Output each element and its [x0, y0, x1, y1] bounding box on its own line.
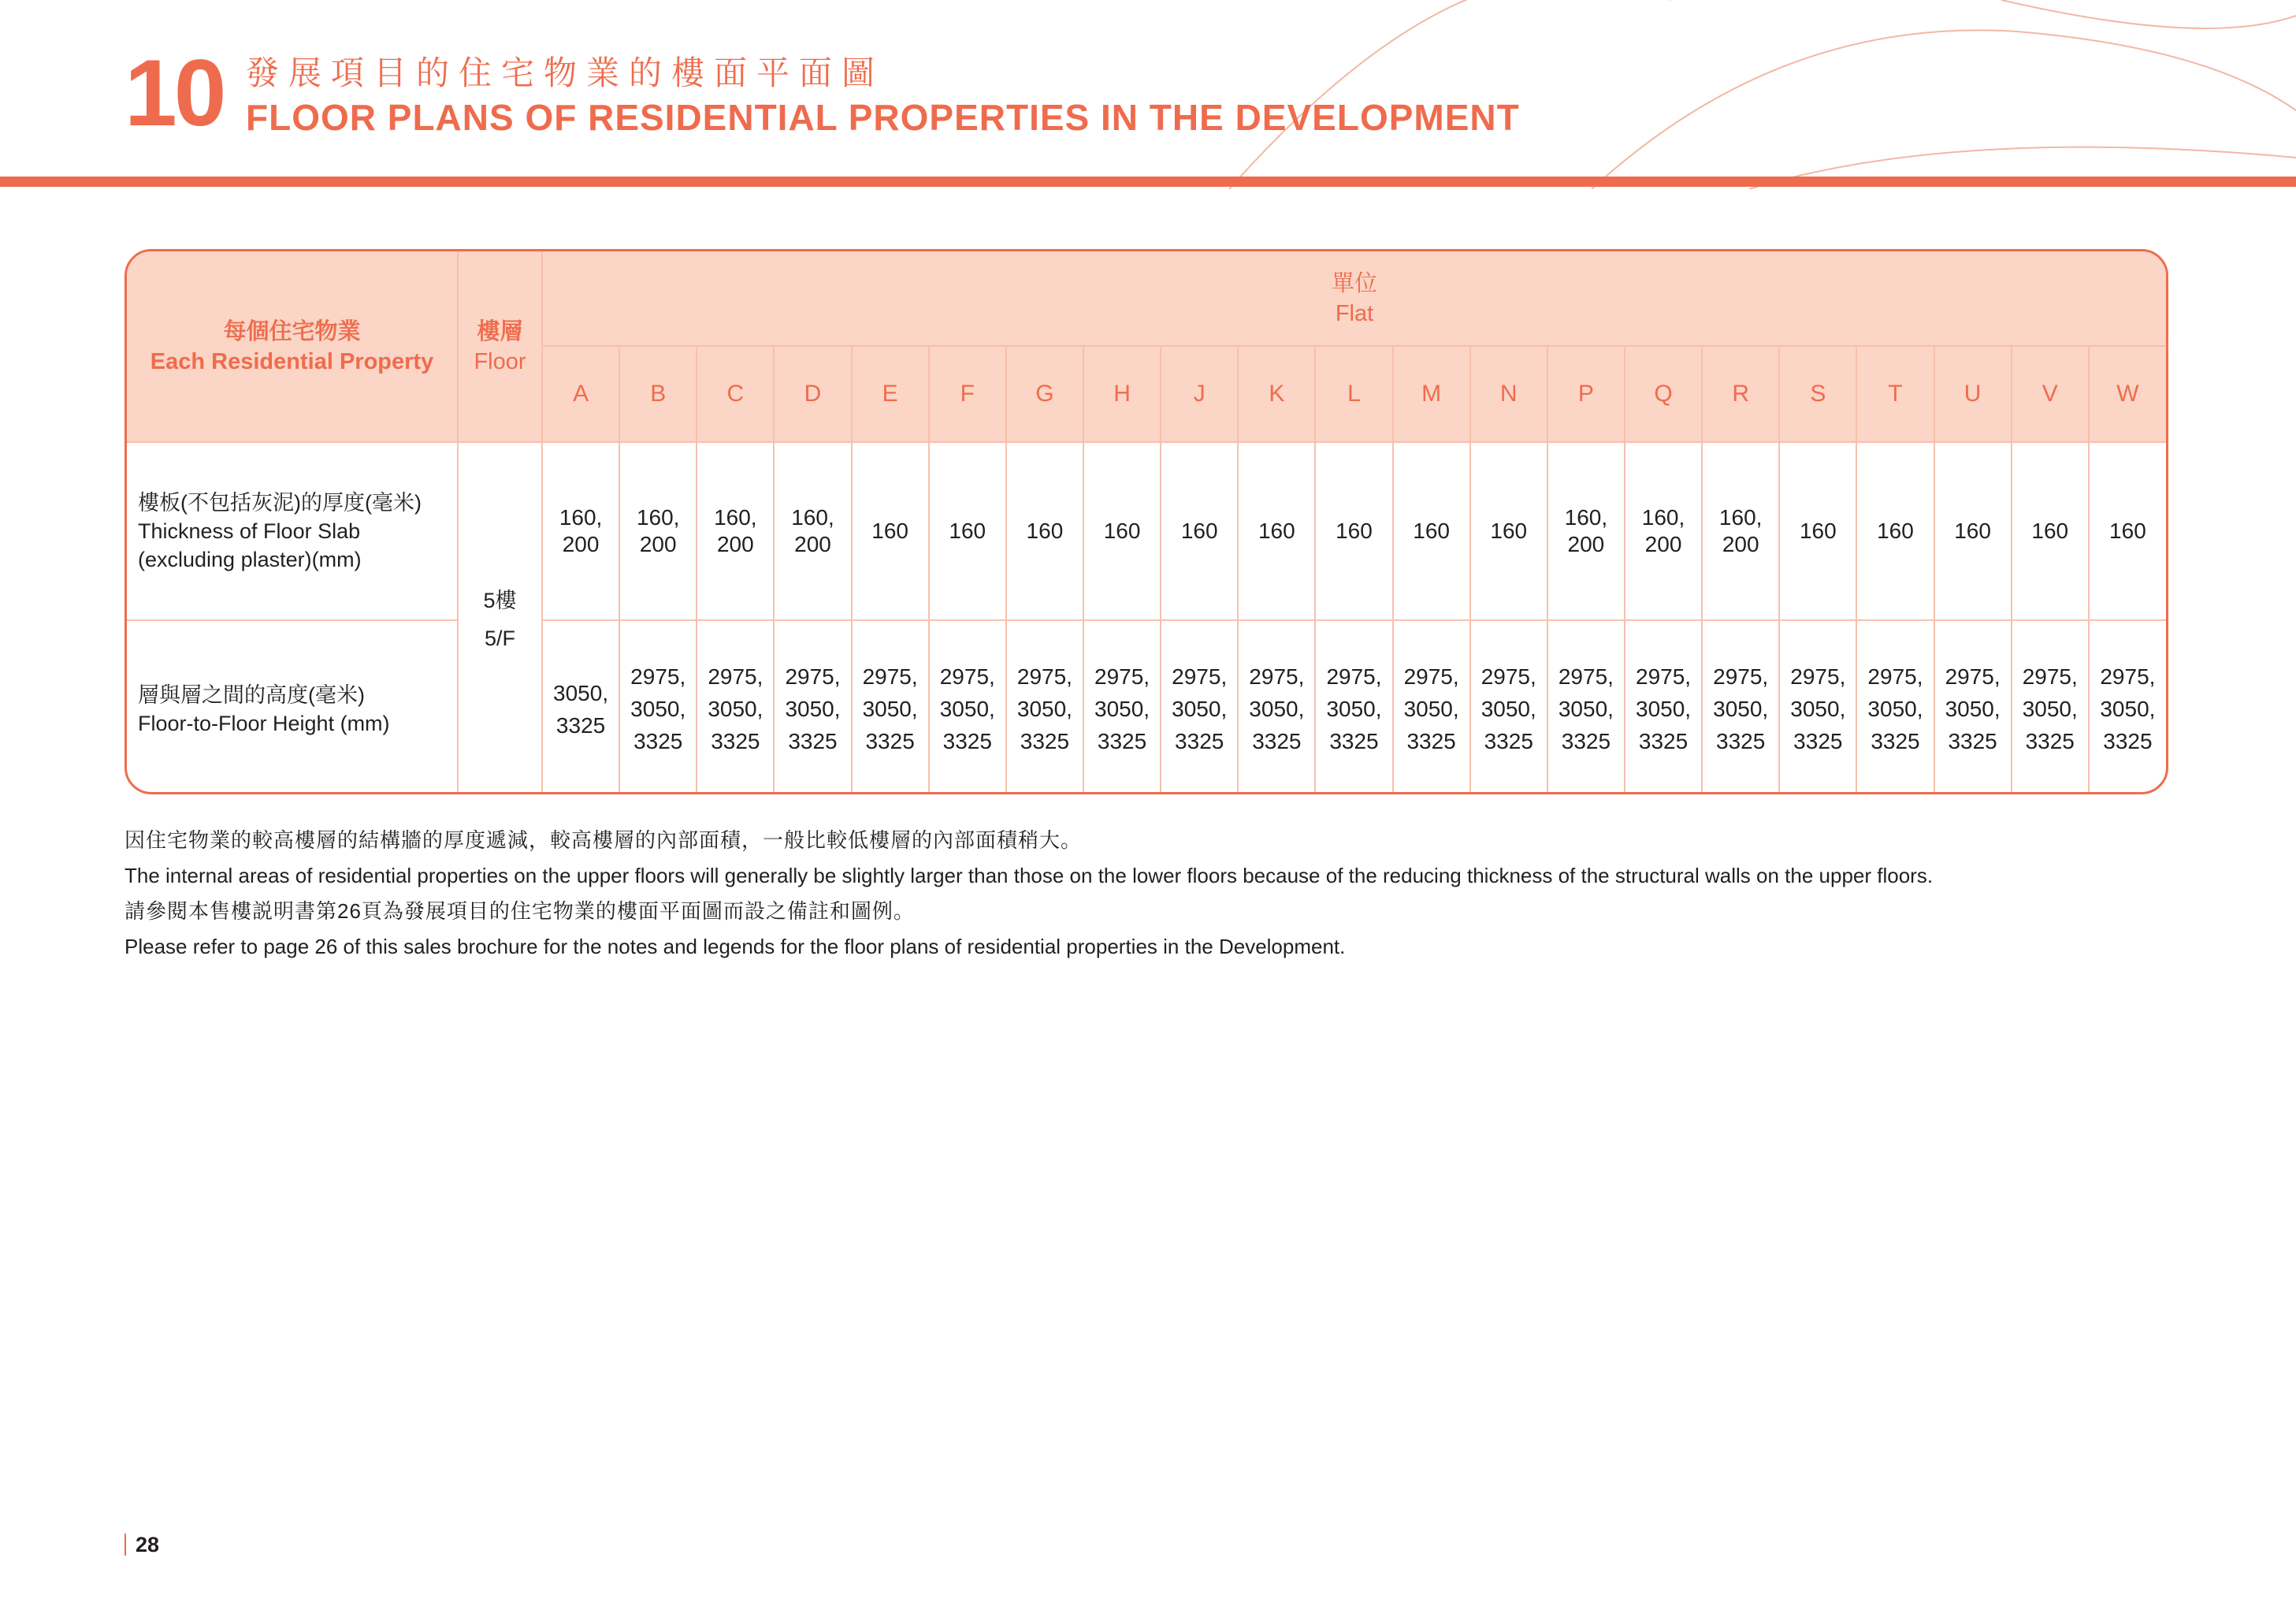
flat-header-s: S [1779, 346, 1856, 442]
cell-value: 200 [794, 532, 831, 556]
floor-height-cell-t [1856, 620, 1934, 794]
property-header-en: Each Residential Property [150, 348, 434, 374]
footnotes [124, 823, 2252, 965]
cell-value: 3050, [1713, 697, 1769, 721]
cell-value: 160, [791, 505, 834, 530]
row-label-slab-thickness [127, 442, 458, 620]
flat-header-k: K [1238, 346, 1315, 442]
section-title-chinese: 發展項目的住宅物業的樓面平面圖 [246, 54, 885, 91]
note-structural-walls-zh: 因住宅物業的較高樓層的結構牆的厚度遞減，較高樓層的內部面積，一般比較低樓層的內部面積稍大。 [124, 828, 1083, 852]
floor-height-cell-w [2089, 620, 2166, 794]
flat-header-u: U [1934, 346, 2012, 442]
floor-height-cell-u [1934, 620, 2012, 794]
property-column-header [127, 251, 458, 442]
floor-height-cell-m [1393, 620, 1470, 794]
cell-value: 3325 [788, 729, 838, 753]
property-header-zh: 每個住宅物業 [223, 318, 361, 344]
floor-height-cell-q [1625, 620, 1702, 794]
cell-value: 2975, [1945, 664, 2001, 689]
cell-value: 3050, [708, 697, 763, 721]
cell-value: 3325 [2025, 729, 2075, 753]
slab-thickness-cell-n [1470, 442, 1547, 620]
cell-value: 160 [1258, 519, 1295, 543]
floor-height-cell-d [774, 620, 851, 794]
slab-thickness-cell-d [774, 442, 851, 620]
cell-value: 3325 [1175, 729, 1224, 753]
slab-thickness-cell-p [1547, 442, 1625, 620]
slab-thickness-cell-j [1161, 442, 1238, 620]
cell-value: 2975, [1713, 664, 1769, 689]
cell-value: 160 [949, 519, 986, 543]
cell-value: 160, [1641, 505, 1685, 530]
floor-height-cell-n [1470, 620, 1547, 794]
flat-header-zh: 單位 [1331, 270, 1377, 296]
cell-value: 2975, [1249, 664, 1305, 689]
slab-thickness-cell-b [619, 442, 697, 620]
cell-value: 3325 [555, 712, 606, 738]
slab-thickness-cell-r [1702, 442, 1779, 620]
cell-value: 3050, [1249, 697, 1305, 721]
floor-header-zh: 樓層 [477, 318, 523, 344]
floor-height-cell-v [2012, 620, 2089, 794]
floor-height-cell-k [1238, 620, 1315, 794]
floor-height-cell-l [1315, 620, 1392, 794]
cell-value: 3050, [553, 680, 609, 705]
slab-thickness-cell-h [1083, 442, 1161, 620]
cell-value: 160, [559, 505, 603, 530]
slab-label-zh: 樓板(不包括灰泥)的厚度(毫米) [138, 491, 422, 515]
slab-thickness-cell-m [1393, 442, 1470, 620]
flat-header-q: Q [1625, 346, 1702, 442]
floor-header-en: Floor [474, 348, 526, 374]
cell-value: 2975, [1172, 664, 1228, 689]
slab-thickness-cell-k [1238, 442, 1315, 620]
cell-value: 3050, [630, 697, 686, 721]
slab-thickness-cell-g [1006, 442, 1083, 620]
cell-value: 160, [636, 505, 680, 530]
slab-thickness-cell-l [1315, 442, 1392, 620]
cell-value: 3325 [942, 729, 992, 753]
cell-value: 3325 [1020, 729, 1070, 753]
cell-value: 3325 [1793, 729, 1843, 753]
flat-header-h: H [1083, 346, 1161, 442]
cell-value: 3050, [2022, 697, 2078, 721]
cell-value: 160 [1799, 519, 1837, 543]
slab-thickness-cell-e [852, 442, 929, 620]
cell-value: 3325 [865, 729, 915, 753]
cell-value: 160 [1954, 519, 1991, 543]
cell-value: 2975, [785, 664, 841, 689]
slab-thickness-cell-f [929, 442, 1006, 620]
cell-value: 200 [1644, 532, 1682, 556]
cell-value: 3050, [1094, 697, 1150, 721]
cell-value: 2975, [630, 664, 686, 689]
cell-value: 3050, [1945, 697, 2001, 721]
cell-value: 3050, [862, 697, 918, 721]
cell-value: 3050, [1403, 697, 1459, 721]
cell-value: 2975, [1326, 664, 1382, 689]
header-rule [0, 177, 2296, 187]
cell-value: 3050, [1016, 697, 1072, 721]
cell-value: 3050, [939, 697, 995, 721]
cell-value: 2975, [1094, 664, 1150, 689]
floor-height-cell-e [852, 620, 929, 794]
floor-height-cell-b [619, 620, 697, 794]
cell-value: 2975, [939, 664, 995, 689]
slab-thickness-cell-a [542, 442, 619, 620]
cell-value: 2975, [1481, 664, 1536, 689]
floor-height-cell-f [929, 620, 1006, 794]
cell-value: 3050, [785, 697, 841, 721]
cell-value: 160 [2109, 519, 2146, 543]
note-structural-walls-en: The internal areas of residential properties on the upper floors will generally be slightly larger than those on the lower floors because of the reducing thickness of the structural walls on the upper floors. [124, 864, 1934, 887]
cell-value: 3325 [711, 729, 760, 753]
cell-value: 3050, [1326, 697, 1382, 721]
floor-value-cell [458, 442, 542, 794]
note-refer-page-zh: 請參閱本售樓説明書第26頁為發展項目的住宅物業的樓面平面圖而設之備註和圖例。 [124, 899, 915, 923]
flat-header-e: E [852, 346, 929, 442]
cell-value: 3325 [1561, 729, 1611, 753]
cell-value: 3050, [1481, 697, 1536, 721]
cell-value: 200 [1567, 532, 1605, 556]
flat-header-w: W [2089, 346, 2166, 442]
cell-value: 160 [1877, 519, 1914, 543]
slab-label-en-1: Thickness of Floor Slab [138, 519, 361, 543]
flat-header-f: F [929, 346, 1006, 442]
cell-value: 3325 [2103, 729, 2153, 753]
floor-column-header [458, 251, 542, 442]
flat-header-v: V [2012, 346, 2089, 442]
cell-value: 2975, [1558, 664, 1614, 689]
slab-thickness-cell-w [2089, 442, 2166, 620]
flat-header-a: A [542, 346, 619, 442]
cell-value: 3325 [1638, 729, 1689, 753]
cell-value: 3050, [1172, 697, 1228, 721]
cell-value: 2975, [1403, 664, 1459, 689]
slab-thickness-cell-u [1934, 442, 2012, 620]
flat-group-header [542, 251, 2166, 346]
cell-value: 160 [871, 519, 908, 543]
floor-height-cell-h [1083, 620, 1161, 794]
cell-value: 3050, [1790, 697, 1846, 721]
decorative-arcs [1182, 0, 2296, 189]
cell-value: 200 [639, 532, 677, 556]
note-refer-page-en: Please refer to page 26 of this sales brochure for the notes and legends for the floor plans of residential properties in the Development. [124, 935, 1346, 958]
height-label-zh: 層與層之間的高度(毫米) [138, 682, 365, 707]
cell-value: 160, [1718, 505, 1763, 530]
cell-value: 160 [1026, 519, 1064, 543]
cell-value: 3325 [1406, 729, 1456, 753]
cell-value: 2975, [1016, 664, 1072, 689]
flat-header-r: R [1702, 346, 1779, 442]
cell-value: 3325 [1097, 729, 1147, 753]
cell-value: 3325 [633, 729, 683, 753]
cell-value: 3325 [1252, 729, 1302, 753]
cell-value: 200 [562, 532, 600, 556]
page-number: 28 [124, 1534, 159, 1556]
cell-value: 160 [1180, 519, 1218, 543]
cell-value: 3050, [2100, 697, 2156, 721]
cell-value: 160 [1490, 519, 1528, 543]
cell-value: 3050, [1867, 697, 1923, 721]
flat-header-l: L [1315, 346, 1392, 442]
floor-spec-table [124, 249, 2168, 794]
floor-height-cell-p [1547, 620, 1625, 794]
cell-value: 160 [1336, 519, 1373, 543]
flat-header-c: C [697, 346, 774, 442]
height-label-en: Floor-to-Floor Height (mm) [138, 711, 390, 735]
flat-header-t: T [1856, 346, 1934, 442]
floor-height-cell-j [1161, 620, 1238, 794]
cell-value: 160, [1564, 505, 1608, 530]
slab-thickness-cell-v [2012, 442, 2089, 620]
cell-value: 2975, [1790, 664, 1846, 689]
flat-header-p: P [1547, 346, 1625, 442]
flat-header-n: N [1470, 346, 1547, 442]
flat-header-en: Flat [1335, 300, 1374, 326]
cell-value: 2975, [862, 664, 918, 689]
slab-label-en-2: (excluding plaster)(mm) [138, 548, 362, 571]
cell-value: 3325 [1948, 729, 1997, 753]
cell-value: 160 [2031, 519, 2069, 543]
floor-height-cell-s [1779, 620, 1856, 794]
floor-height-cell-g [1006, 620, 1083, 794]
floor-height-cell-c [697, 620, 774, 794]
slab-thickness-cell-c [697, 442, 774, 620]
cell-value: 2975, [2022, 664, 2078, 689]
flat-header-g: G [1006, 346, 1083, 442]
slab-thickness-cell-t [1856, 442, 1934, 620]
floor-value-zh: 5樓 [483, 589, 517, 612]
cell-value: 160, [714, 505, 757, 530]
section-title-english: FLOOR PLANS OF RESIDENTIAL PROPERTIES IN THE DEVELOPMENT [246, 97, 1520, 138]
cell-value: 2975, [1636, 664, 1692, 689]
cell-value: 160 [1103, 519, 1141, 543]
cell-value: 2975, [708, 664, 763, 689]
flat-header-b: B [619, 346, 697, 442]
cell-value: 3050, [1636, 697, 1692, 721]
cell-value: 3325 [1871, 729, 1920, 753]
section-number: 10 [124, 40, 224, 146]
cell-value: 200 [1722, 532, 1759, 556]
flat-header-m: M [1393, 346, 1470, 442]
cell-value: 3325 [1484, 729, 1533, 753]
cell-value: 3325 [1716, 729, 1766, 753]
cell-value: 2975, [2100, 664, 2156, 689]
floor-height-cell-r [1702, 620, 1779, 794]
slab-thickness-cell-q [1625, 442, 1702, 620]
row-label-floor-height [127, 620, 458, 794]
cell-value: 3325 [1329, 729, 1379, 753]
slab-thickness-cell-s [1779, 442, 1856, 620]
cell-value: 160 [1413, 519, 1450, 543]
floor-value-en: 5/F [484, 627, 515, 650]
cell-value: 3050, [1558, 697, 1614, 721]
cell-value: 2975, [1867, 664, 1923, 689]
flat-header-d: D [774, 346, 851, 442]
floor-height-cell-a [542, 620, 619, 794]
flat-header-j: J [1161, 346, 1238, 442]
cell-value: 200 [716, 532, 754, 556]
